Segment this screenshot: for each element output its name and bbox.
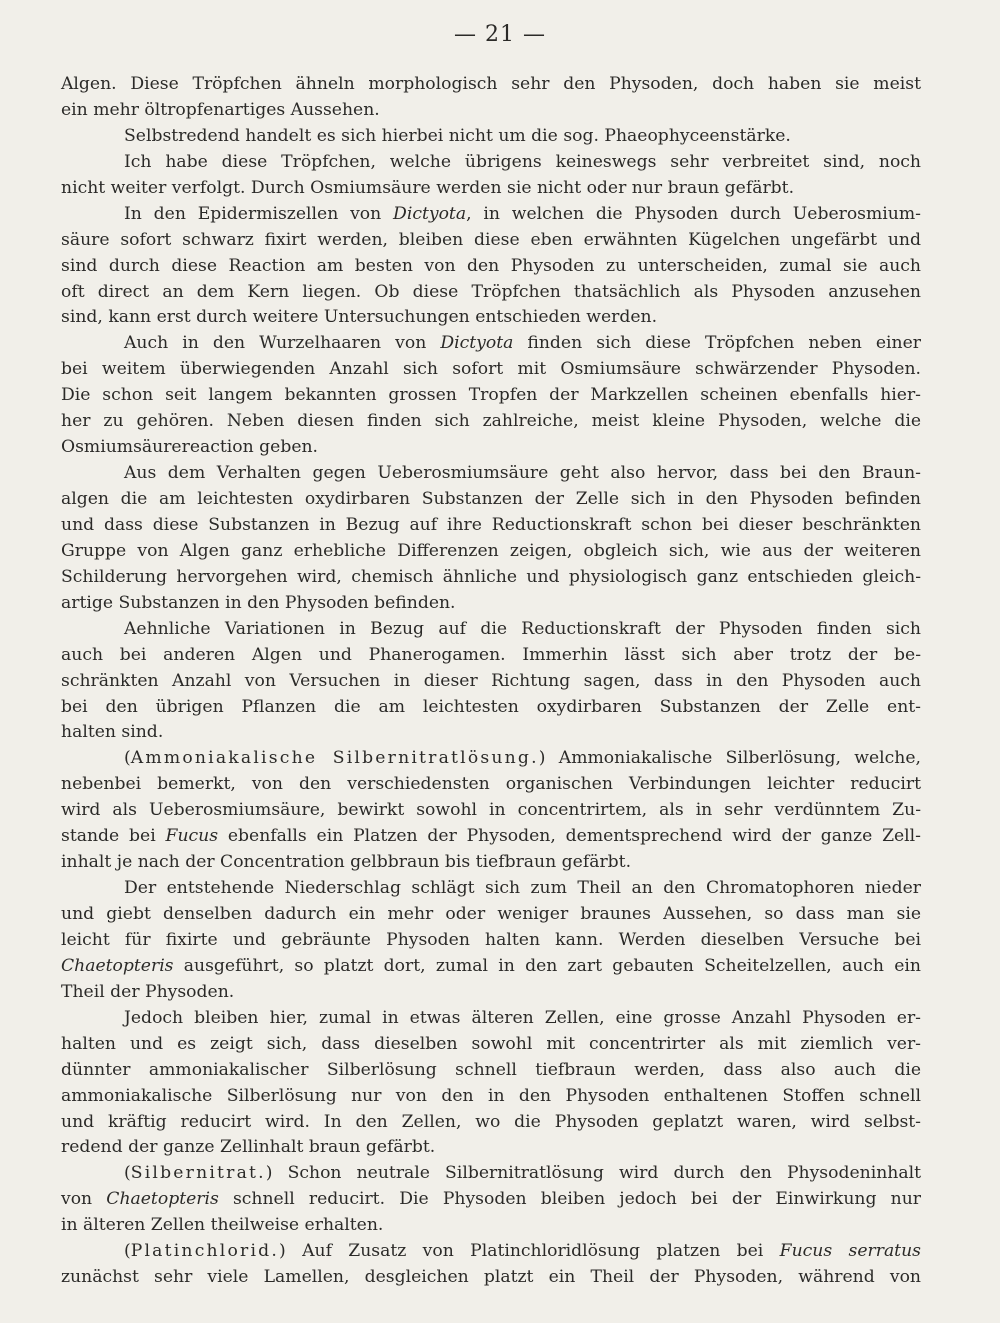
text-line: säure sofort schwarz fixirt werden, bleiben diese eben erwähnten Kügelchen ungefärbt und bbox=[61, 229, 921, 250]
spaced-heading: Ammoniakalische Silbernitratlösung. bbox=[130, 748, 539, 769]
text-line: nebenbei bemerkt, von den verschiedensten organischen Verbindungen leichter reducirt bbox=[61, 774, 921, 795]
text-line: algen die am leichtesten oxydirbaren Substanzen der Zelle sich in den Physoden befinden bbox=[61, 489, 921, 509]
text-line: ammoniakalische Silberlösung nur von den in den Physoden enthaltenen Stoffen schnell bbox=[61, 1085, 921, 1106]
text-line: (Silbernitrat.) Schon neutrale Silbernitratlösung wird durch den Physodeninhalt bbox=[124, 1163, 921, 1184]
text-line: (Ammoniakalische Silbernitratlösung.) Ammoniakalische Silberlösung, welche, bbox=[124, 748, 922, 769]
text-line: Algen. Diese Tröpfchen ähneln morphologisch sehr den Physoden, doch haben sie meist bbox=[61, 74, 921, 94]
text-line: wird als Ueberosmiumsäure, bewirkt sowohl in concentrirtem, als in sehr verdünntem Zu- bbox=[61, 800, 921, 821]
text-line: leicht für fixirte und gebräunte Physoden halten kann. Werden dieselben Versuche bei bbox=[61, 929, 921, 950]
text-line: Der entstehende Niederschlag schlägt sich zum Theil an den Chromatophoren nieder bbox=[124, 878, 921, 899]
text-line: halten sind. bbox=[61, 722, 164, 743]
text-line: Aehnliche Variationen in Bezug auf die Reductionskraft der Physoden finden sich bbox=[124, 618, 921, 639]
spaced-heading: Platinchlorid. bbox=[130, 1241, 280, 1262]
italic-term: Dictyota bbox=[393, 203, 467, 224]
text-line: inhalt je nach der Concentration gelbbraun bis tiefbraun gefärbt. bbox=[61, 852, 632, 873]
text-line: nicht weiter verfolgt. Durch Osmiumsäure werden sie nicht oder nur braun gefärbt. bbox=[61, 177, 795, 198]
text-line: Theil der Physoden. bbox=[61, 981, 235, 1002]
text-line: Gruppe von Algen ganz erhebliche Differenzen zeigen, obgleich sich, wie aus der weiteren bbox=[61, 540, 921, 561]
text-line: und kräftig reducirt wird. In den Zellen, wo die Physoden geplatzt waren, wird selbst- bbox=[61, 1111, 921, 1132]
text-line: dünnter ammoniakalischer Silberlösung schnell tiefbraun werden, dass also auch die bbox=[61, 1059, 921, 1080]
text-line: redend der ganze Zellinhalt braun gefärbt. bbox=[61, 1137, 436, 1158]
text-line: von Chaetopteris schnell reducirt. Die Physoden bleiben jedoch bei der Einwirkung nur bbox=[61, 1189, 921, 1210]
text-line: und giebt denselben dadurch ein mehr oder weniger braunes Aussehen, so dass man sie bbox=[61, 904, 921, 924]
text-line: artige Substanzen in den Physoden befinden. bbox=[61, 592, 456, 613]
text-line: bei den übrigen Pflanzen die am leichtesten oxydirbaren Substanzen der Zelle ent- bbox=[61, 696, 921, 717]
text-line: Chaetopteris ausgeführt, so platzt dort, zumal in den zart gebauten Scheitelzellen, auch ein bbox=[61, 955, 921, 976]
text-line: in älteren Zellen theilweise erhalten. bbox=[61, 1215, 384, 1236]
italic-term: Fucus bbox=[165, 826, 219, 847]
text-line: stande bei Fucus ebenfalls ein Platzen der Physoden, dementsprechend wird der ganze Zell- bbox=[61, 826, 921, 847]
italic-term: Chaetopteris bbox=[106, 1189, 219, 1210]
text-line: auch bei anderen Algen und Phanerogamen. Immerhin lässt sich aber trotz der be- bbox=[61, 644, 921, 665]
text-line: her zu gehören. Neben diesen finden sich zahlreiche, meist kleine Physoden, welche die bbox=[61, 411, 921, 432]
text-line: In den Epidermiszellen von Dictyota, in welchen die Physoden durch Ueberosmium- bbox=[124, 203, 921, 224]
text-line: Auch in den Wurzelhaaren von Dictyota finden sich diese Tröpfchen neben einer bbox=[124, 333, 921, 354]
text-line: Die schon seit langem bekannten grossen Tropfen der Markzellen scheinen ebenfalls hier- bbox=[61, 385, 921, 406]
page-number: — 21 — bbox=[454, 22, 546, 47]
italic-term: Fucus serratus bbox=[779, 1241, 921, 1262]
text-line: Selbstredend handelt es sich hierbei nicht um die sog. Phaeophyceenstärke. bbox=[124, 125, 791, 146]
text-line: schränkten Anzahl von Versuchen in dieser Richtung sagen, dass in den Physoden auch bbox=[61, 670, 921, 691]
italic-term: Chaetopteris bbox=[61, 955, 174, 976]
text-line: sind durch diese Reaction am besten von den Physoden zu unterscheiden, zumal sie auch bbox=[61, 255, 921, 276]
text-line: Schilderung hervorgehen wird, chemisch ähnliche und physiologisch ganz entschieden gleich- bbox=[61, 566, 921, 587]
text-line: oft direct an dem Kern liegen. Ob diese Tröpfchen thatsächlich als Physoden anzusehen bbox=[61, 281, 921, 302]
text-line: Ich habe diese Tröpfchen, welche übrigens keineswegs sehr verbreitet sind, noch bbox=[124, 151, 921, 172]
text-line: ein mehr öltropfenartiges Aussehen. bbox=[61, 99, 380, 120]
spaced-heading: Silbernitrat. bbox=[130, 1163, 266, 1184]
text-line: Osmiumsäurereaction geben. bbox=[61, 437, 319, 458]
text-line: und dass diese Substanzen in Bezug auf ihre Reductionskraft schon bei dieser beschränkten bbox=[61, 514, 921, 535]
text-line: Aus dem Verhalten gegen Ueberosmiumsäure geht also hervor, dass bei den Braun- bbox=[124, 463, 921, 484]
text-line: (Platinchlorid.) Auf Zusatz von Platinchloridlösung platzen bei Fucus serratus bbox=[124, 1241, 921, 1262]
text-line: bei weitem überwiegenden Anzahl sich sofort mit Osmiumsäure schwärzender Physoden. bbox=[61, 359, 921, 380]
body-text bbox=[61, 72, 921, 1291]
italic-term: Dictyota bbox=[440, 333, 514, 354]
text-line: Jedoch bleiben hier, zumal in etwas älteren Zellen, eine grosse Anzahl Physoden er- bbox=[124, 1007, 921, 1028]
text-line: halten und es zeigt sich, dass dieselben sowohl mit concentrirter als mit ziemlich ver- bbox=[61, 1033, 921, 1054]
text-line: zunächst sehr viele Lamellen, desgleichen platzt ein Theil der Physoden, während von bbox=[61, 1267, 921, 1288]
text-line: sind, kann erst durch weitere Untersuchungen entschieden werden. bbox=[61, 307, 658, 328]
